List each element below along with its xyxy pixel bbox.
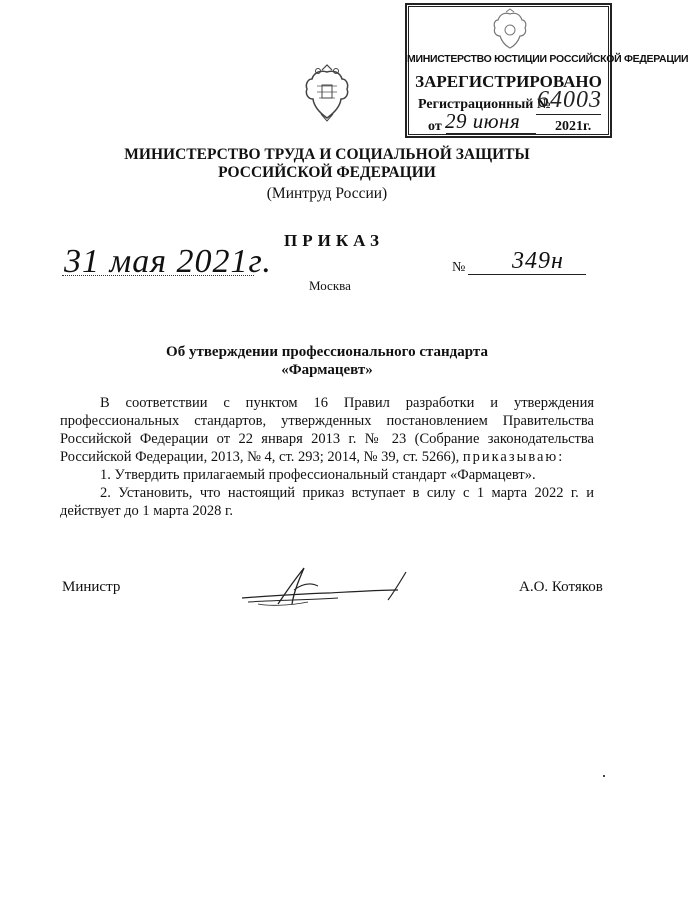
order-body xyxy=(60,394,594,520)
stamp-reg-number-line xyxy=(536,114,601,115)
stamp-ministry-text: МИНИСТЕРСТВО ЮСТИЦИИ РОССИЙСКОЙ ФЕДЕРАЦИИ xyxy=(407,53,688,65)
ministry-heading-line2: РОССИЙСКОЙ ФЕДЕРАЦИИ xyxy=(218,164,436,181)
order-subject-line1: Об утверждении профессионального стандарта xyxy=(166,344,488,360)
stamp-emblem-icon xyxy=(490,8,530,52)
stamp-reg-number-label: Регистрационный № xyxy=(418,97,551,112)
order-subject-line2: «Фармацевт» xyxy=(281,362,373,378)
order-title: ПРИКАЗ xyxy=(284,231,384,250)
ministry-heading xyxy=(0,146,654,182)
signatory-name: А.О. Котяков xyxy=(519,579,603,595)
ministry-short-name: (Минтруд России) xyxy=(266,185,388,202)
order-preamble-paragraph xyxy=(60,394,594,466)
order-number-handwritten: 349н xyxy=(512,248,564,274)
ministry-heading-line1: МИНИСТЕРСТВО ТРУДА И СОЦИАЛЬНОЙ ЗАЩИТЫ xyxy=(124,146,530,163)
signatory-position: Министр xyxy=(62,579,121,595)
order-item-1: 1. Утвердить прилагаемый профессиональный стандарт «Фармацевт». xyxy=(100,467,536,483)
stamp-from-label: от xyxy=(428,119,442,134)
order-item-2: 2. Установить, что настоящий приказ вступает в силу с 1 марта 2022 г. и действует до 1 марта 2028 г. xyxy=(60,485,594,519)
stamp-year: 2021г. xyxy=(555,119,592,134)
order-number-label: № xyxy=(452,260,466,275)
order-subject xyxy=(0,343,654,379)
order-word: приказываю: xyxy=(462,449,565,465)
stamp-date-value: 29 июня xyxy=(445,109,521,133)
stamp-reg-number-value: 64003 xyxy=(537,87,602,113)
coat-of-arms-icon xyxy=(303,62,351,124)
signature-icon xyxy=(238,560,418,610)
stamp-registered-text: ЗАРЕГИСТРИРОВАНО xyxy=(415,72,602,91)
scan-speck xyxy=(603,775,605,777)
order-date-line xyxy=(62,275,254,276)
order-city: Москва xyxy=(309,278,351,293)
stamp-date-line xyxy=(446,133,536,134)
order-date-handwritten: 31 мая 2021г. xyxy=(64,243,272,280)
order-preamble: В соответствии с пунктом 16 Правил разработки и утверждения профессиональных стандартов, утвержденных постановлением Правительства Российской Федерации от 22 января 2013 г. № 23 (Собрание законодательства Российской Федерации, 2013, № 4, ст. 293; 2014, № 39, ст. 5266), xyxy=(60,395,594,465)
